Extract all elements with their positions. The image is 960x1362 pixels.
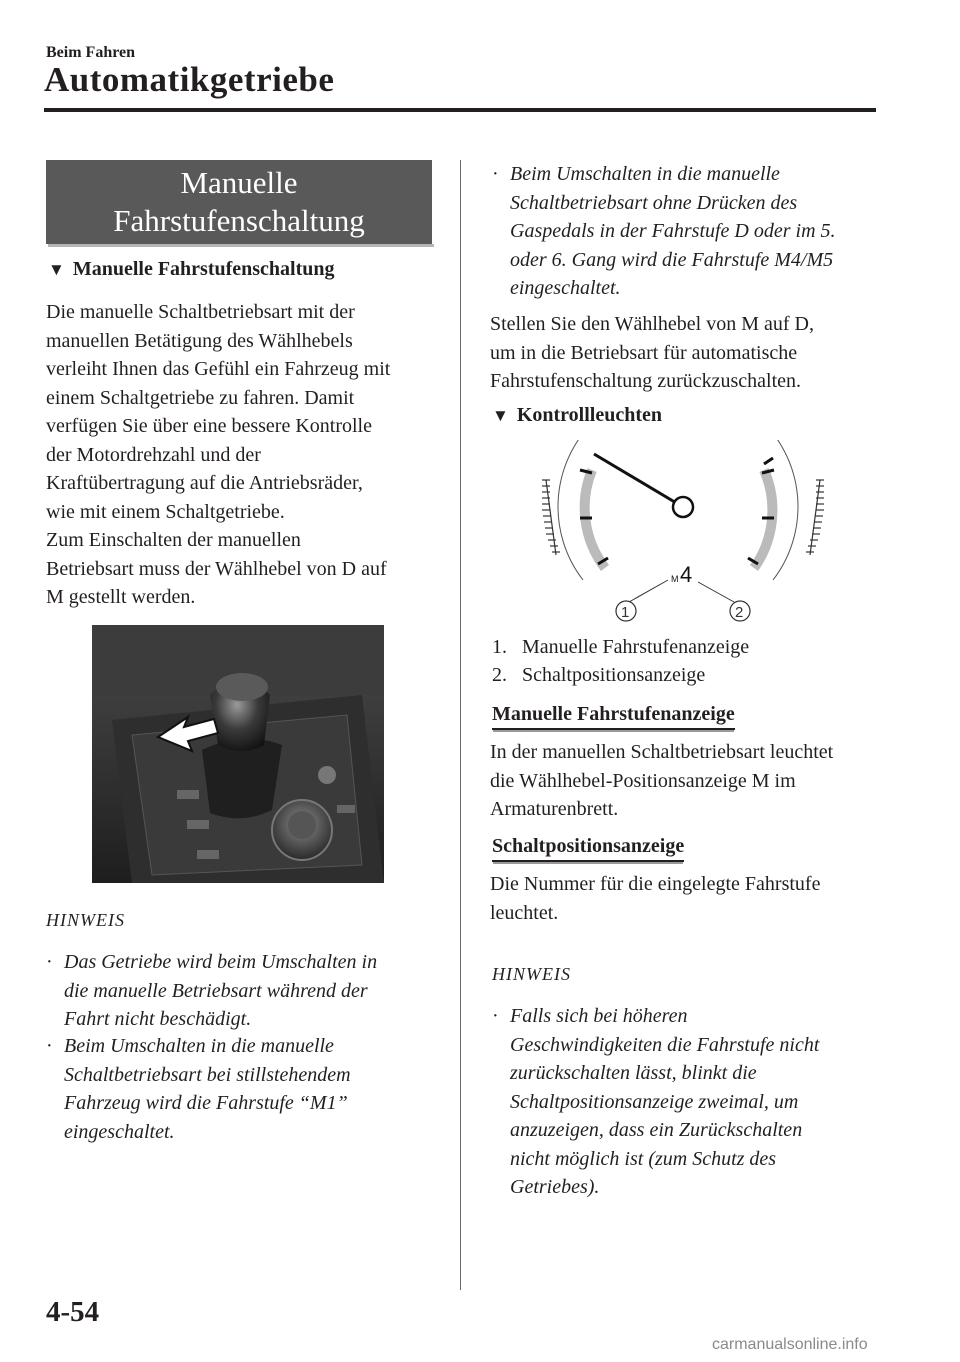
text-line: Beim Umschalten in die manuelle (510, 163, 780, 185)
text-line: einem Schaltgetriebe zu fahren. Damit (46, 386, 355, 409)
callout-2: 2 (735, 604, 744, 621)
text-line: Gaspedals in der Fahrstufe D oder im 5. (510, 220, 836, 242)
text-line: Fahrstufenschaltung zurückzuschalten. (490, 370, 802, 392)
section-label: Beim Fahren (46, 44, 136, 61)
bullet-icon: · (46, 1035, 53, 1057)
list-text: Schaltpositionsanzeige (522, 664, 706, 686)
note-item (46, 948, 377, 1034)
heading-text: Manuelle Fahrstufenschaltung (72, 258, 335, 280)
bullet-icon: · (492, 163, 499, 185)
text-line: eingeschaltet. (64, 1120, 175, 1143)
note-item (46, 1032, 351, 1146)
gauge-illustration (528, 440, 838, 640)
note-item-continued (492, 160, 836, 303)
text-line: Fahrzeug wird die Fahrstufe “M1” (64, 1092, 348, 1114)
text-line: verfügen Sie über eine bessere Kontrolle (46, 415, 372, 437)
switch-back-paragraph (490, 310, 814, 396)
manual-indicator-paragraph (490, 738, 833, 824)
banner-shadow (48, 244, 434, 247)
text-line: manuellen Betätigung des Wählhebels (46, 329, 353, 352)
text-line: Die manuelle Schaltbetriebsart mit der (46, 301, 355, 323)
subheading-shift-indicator: Schaltpositionsanzeige (492, 834, 684, 862)
triangle-marker-icon: ▼ (492, 406, 509, 425)
page-title: Automatikgetriebe (44, 60, 335, 99)
tachometer-diagram (528, 440, 838, 640)
note-item (492, 1002, 819, 1202)
text-line: Falls sich bei höheren (510, 1005, 688, 1027)
subheading-manual-indicator: Manuelle Fahrstufenanzeige (492, 702, 735, 730)
text-line: verleiht Ihnen das Gefühl ein Fahrzeug mit (46, 358, 391, 380)
text-line: Das Getriebe wird beim Umschalten in (64, 951, 378, 973)
gear-lever-illustration (92, 625, 384, 883)
banner-line-1: Manuelle (180, 165, 298, 200)
text-line: eingeschaltet. (510, 277, 621, 299)
text-line: leuchtet. (490, 901, 559, 924)
bullet-icon: · (492, 1005, 499, 1027)
text-line: der Motordrehzahl und der (46, 443, 261, 466)
gear-number: 4 (680, 562, 693, 587)
text-line: Zum Einschalten der manuellen (46, 529, 301, 551)
text-line: um in die Betriebsart für automatische (490, 341, 798, 364)
list-number: 1. (492, 636, 507, 658)
text-line: anzuzeigen, dass ein Zurückschalten (510, 1119, 803, 1141)
list-text: Manuelle Fahrstufenanzeige (522, 636, 750, 658)
intro-paragraph (46, 298, 390, 612)
chapter-banner (46, 160, 432, 244)
shift-indicator-paragraph (490, 870, 820, 927)
gear-lever-photo (92, 625, 384, 883)
note-title-right: HINWEIS (492, 964, 571, 984)
list-number: 2. (492, 664, 507, 686)
text-line: Armaturenbrett. (490, 798, 619, 820)
text-line: zurückschalten lässt, blinkt die (510, 1062, 757, 1084)
text-line: Betriebsart muss der Wählhebel von D auf (46, 557, 387, 580)
text-line: nicht möglich ist (zum Schutz des (510, 1147, 777, 1170)
manual-mode-letter: M (671, 574, 679, 584)
text-line: Schaltbetriebsart bei stillstehendem (64, 1063, 351, 1086)
callout-1: 1 (621, 604, 630, 621)
column-divider (460, 160, 461, 1290)
text-line: Kraftübertragung auf die Antriebsräder, (46, 472, 363, 494)
text-line: Die Nummer für die eingelegte Fahrstufe (490, 873, 821, 895)
text-line: M gestellt werden. (46, 586, 196, 608)
text-line: wie mit einem Schaltgetriebe. (46, 500, 285, 523)
text-line: Fahrt nicht beschädigt. (64, 1008, 252, 1030)
text-line: oder 6. Gang wird die Fahrstufe M4/M5 (510, 248, 834, 271)
text-line: Schaltpositionsanzeige zweimal, um (510, 1090, 799, 1113)
section-heading-indicators (492, 404, 662, 427)
page-number: 4-54 (46, 1296, 100, 1328)
list-item (492, 662, 705, 688)
section-heading-manual (48, 258, 335, 281)
list-item (492, 634, 749, 660)
text-line: Beim Umschalten in die manuelle (64, 1035, 334, 1057)
text-line: In der manuellen Schaltbetriebsart leuchtet (490, 741, 834, 763)
note-title-left: HINWEIS (46, 910, 125, 930)
text-line: Stellen Sie den Wählhebel von M auf D, (490, 313, 815, 335)
text-line: Geschwindigkeiten die Fahrstufe nicht (510, 1033, 820, 1056)
watermark-site: carmanualsonline.info (712, 1336, 868, 1353)
header-rule (44, 108, 876, 112)
bullet-icon: · (46, 951, 53, 973)
text-line: die Wählhebel-Positionsanzeige M im (490, 769, 796, 792)
heading-text: Kontrollleuchten (516, 404, 663, 426)
triangle-marker-icon: ▼ (48, 260, 65, 279)
banner-line-2: Fahrstufenschaltung (113, 203, 365, 238)
text-line: Schaltbetriebsart ohne Drücken des (510, 191, 798, 214)
text-line: Getriebes). (510, 1176, 600, 1198)
text-line: die manuelle Betriebsart während der (64, 979, 368, 1002)
